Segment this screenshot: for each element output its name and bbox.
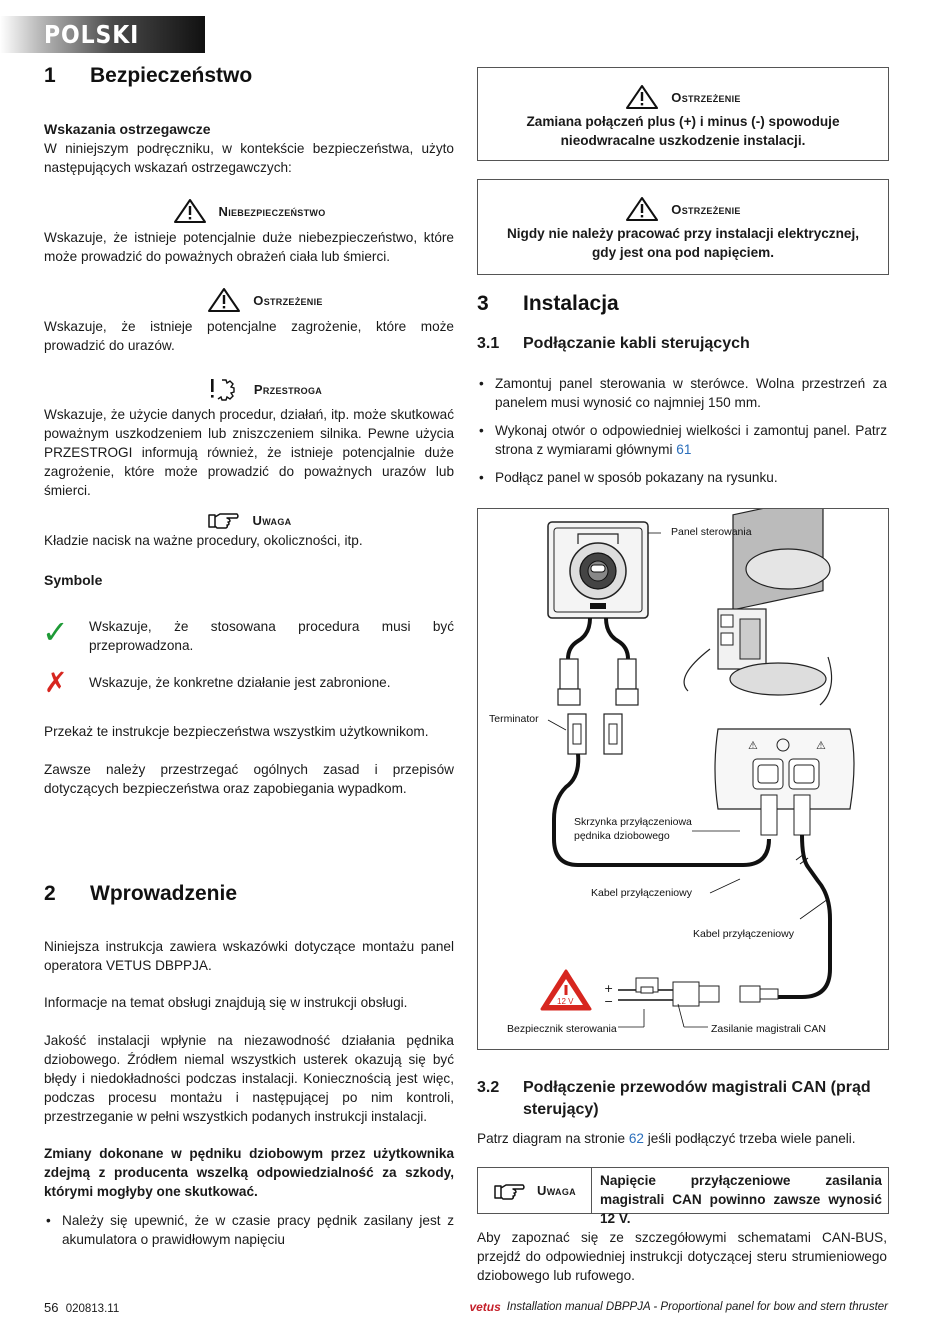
footer-page-info — [44, 1300, 119, 1315]
caution-signal — [60, 376, 470, 402]
section-title-text: Instalacja — [523, 292, 619, 315]
warning-triangle-icon — [173, 198, 207, 224]
warnings-heading: Wskazania ostrzegawcze — [44, 121, 211, 137]
subsection-3-1-title — [477, 335, 750, 353]
cable-label-1: Kabel przyłączeniowy — [591, 887, 692, 899]
wiring-diagram — [477, 508, 889, 1050]
danger-label: Niebezpieczeństwo — [218, 203, 326, 219]
note-box-header — [478, 1168, 592, 1213]
panel-label: Panel sterowania — [671, 526, 752, 538]
intro-p1: Niniejsza instrukcja zawiera wskazówki dotyczące montażu panel operatora VETUS DBPPJA. — [44, 939, 454, 973]
bullet-item: • Zamontuj panel sterowania w sterówce. Wolna przestrzeń za panelem musi wynosić co najmniej 150 mm. — [477, 374, 887, 412]
warning-text: Wskazuje, że istnieje potencjalne zagrożenie, które może prowadzić do urazów. — [44, 319, 454, 353]
warning-label: Ostrzeżenie — [253, 292, 323, 308]
warning-box-label: Ostrzeżenie — [671, 201, 741, 217]
rules-text: Zawsze należy przestrzegać ogólnych zasad i przepisów dotyczących bezpieczeństwa oraz zapobiegania wypadkom. — [44, 762, 454, 796]
section-title-text: Bezpieczeństwo — [90, 64, 253, 87]
subsection-3-2-title — [477, 1077, 887, 1121]
paragraph-text: Patrz diagram na stronie — [477, 1131, 626, 1146]
wiring-diagram-drawing — [478, 509, 888, 1049]
section-number: 2 — [44, 882, 56, 905]
subsection-number: 3.1 — [477, 335, 500, 352]
page-link[interactable]: 61 — [676, 442, 692, 457]
section-number: 3 — [477, 292, 489, 315]
note-box-text: Napięcie przyłączeniowe zasilania magistrali CAN powinno zawsze wynosić 12 V. — [600, 1173, 882, 1226]
warning-triangle-icon — [207, 287, 241, 313]
language-label: POLSKI — [44, 20, 140, 49]
warning-box-1 — [477, 67, 889, 161]
note-box-label: Uwaga — [537, 1183, 576, 1198]
caution-label: Przestroga — [253, 381, 323, 397]
bullet-item: • Należy się upewnić, że w czasie pracy pędnik zasilany jest z akumulatora o prawidłowym napięciu — [44, 1211, 454, 1249]
svg-text:⚠: ⚠ — [816, 740, 826, 752]
note-box — [477, 1167, 889, 1226]
svg-text:⚠: ⚠ — [748, 740, 758, 752]
note-label: Uwaga — [252, 512, 292, 528]
warning-box-text: Zamiana połączeń plus (+) i minus (-) spowoduje nieodwracalne uszkodzenie instalacji. — [526, 114, 840, 148]
minus-label: − — [604, 995, 614, 1008]
intro-p2: Informacje na temat obsługi znajdują się w instrukcji obsługi. — [44, 995, 408, 1010]
pointing-hand-icon — [493, 1180, 527, 1202]
intro-bullets — [44, 1211, 454, 1258]
cross-mark-icon: ✗ — [44, 666, 68, 699]
junction-box-label-line: pędnika dziobowego — [574, 830, 670, 842]
bullet-item — [477, 421, 887, 459]
section-3-2-p2: Aby zapoznać się ze szczegółowymi schematami CAN-BUS, przejdź do odpowiedniej instrukcji dotyczącej steru strumieniowego dziobowego lub rufowego. — [477, 1230, 887, 1283]
warning-triangle-icon — [625, 196, 659, 222]
subsection-title-text: Podłączanie kabli sterujących — [523, 335, 750, 352]
pass-on-text: Przekaż te instrukcje bezpieczeństwa wszystkim użytkownikom. — [44, 724, 429, 739]
section-number: 1 — [44, 64, 56, 87]
control-panel-drawing — [548, 522, 661, 618]
caution-gear-icon — [208, 376, 242, 402]
danger-text: Wskazuje, że istnieje potencjalnie duże niebezpieczeństwo, które może prowadzić do poważnych obrażeń ciała lub śmierci. — [44, 230, 454, 264]
terminator-connectors — [558, 659, 638, 754]
section-title-text: Wprowadzenie — [90, 882, 238, 905]
caution-text: Wskazuje, że użycie danych procedur, działań, itp. może skutkować poważnym uszkodzeniem lub zniszczeniem silnika. Pewne użycia PRZESTROGI informują również, że istnieje potencjalnie duże zagrożenie, które może prowadzić do poważnych urazów lub śmierci. — [44, 407, 454, 498]
warning-box-text: Nigdy nie należy pracować przy instalacji elektrycznej, gdy jest ona pod napięciem. — [506, 226, 860, 260]
junction-box-label — [574, 815, 692, 843]
install-bullets — [477, 374, 887, 496]
warning-signal — [60, 287, 470, 313]
warning-box-label: Ostrzeżenie — [671, 89, 741, 105]
warning-triangle-icon — [625, 84, 659, 110]
section-3-2-p1 — [477, 1129, 887, 1148]
voltage-warning-drawing — [542, 971, 590, 1009]
intro-p3: Jakość instalacji wpłynie na niezawodność działania pędnika dziobowego. Źródłem niemal wszystkich usterek okazują się być błędy i niedokładności podczas instalacji. Koniecznością jest więc, podczas procesu montażu i następującej po nim kontroli, przestrzeganie w pełni wszystkich podanych instrukcji instalacji. — [44, 1033, 454, 1124]
page-link[interactable]: 62 — [628, 1131, 644, 1146]
footer-right — [452, 1300, 888, 1314]
subsection-number: 3.2 — [477, 1079, 500, 1096]
pointing-hand-icon — [207, 509, 241, 531]
footer-title: Installation manual DBPPJA - Proportional panel for bow and stern thruster — [506, 1301, 888, 1313]
vetus-logo: vetus — [469, 1300, 501, 1314]
bullet-text: Wykonaj otwór o odpowiedniej wielkości i zamontuj panel. Patrz strona z wymiarami głównymi — [495, 423, 887, 457]
bullet-item: • Podłącz panel w sposób pokazany na rysunku. — [477, 468, 887, 487]
language-tab — [0, 16, 205, 53]
symbol-cross-text: Wskazuje, że konkretne działanie jest zabronione. — [89, 675, 391, 690]
cable-label-2: Kabel przyłączeniowy — [693, 928, 794, 940]
power-label: Zasilanie magistrali CAN — [711, 1023, 826, 1035]
warning-box-header — [478, 84, 888, 110]
section-3-title — [477, 292, 619, 316]
page-number: 56 — [44, 1300, 59, 1315]
junction-box-label-line: Skrzynka przyłączeniowa — [574, 816, 692, 828]
subsection-title-text: Podłączenie przewodów magistrali CAN (prąd sterujący) — [523, 1079, 871, 1118]
intro-p4: Zmiany dokonane w pędniku dziobowym przez użytkownika zdejmą z producenta wszelką odpowiedzialność za szkody, którymi mogłyby one skutkować. — [44, 1146, 454, 1199]
terminator-label: Terminator — [489, 713, 539, 725]
junction-box-drawing — [715, 729, 854, 835]
warning-box-header — [478, 196, 888, 222]
warnings-intro: W niniejszym podręczniku, w kontekście bezpieczeństwa, użyto następujących wskazań ostrzegawczych: — [44, 141, 454, 175]
symbol-check-text: Wskazuje, że stosowana procedura musi być przeprowadzona. — [89, 619, 454, 653]
plus-label: + — [604, 982, 614, 995]
voltage-label: 12 V — [557, 997, 574, 1006]
note-text: Kładzie nacisk na ważne procedury, okoliczności, itp. — [44, 533, 363, 548]
warning-box-2 — [477, 179, 889, 275]
document-code: 020813.11 — [65, 1303, 120, 1315]
danger-signal — [44, 198, 454, 224]
paragraph-text: jeśli podłączyć trzeba wiele paneli. — [647, 1131, 856, 1146]
fuse-label: Bezpiecznik sterowania — [507, 1023, 617, 1035]
note-signal — [44, 509, 454, 531]
check-mark-icon: ✓ — [42, 613, 69, 651]
section-1-title — [44, 64, 252, 88]
section-2-title — [44, 882, 237, 906]
symbols-heading: Symbole — [44, 572, 103, 588]
